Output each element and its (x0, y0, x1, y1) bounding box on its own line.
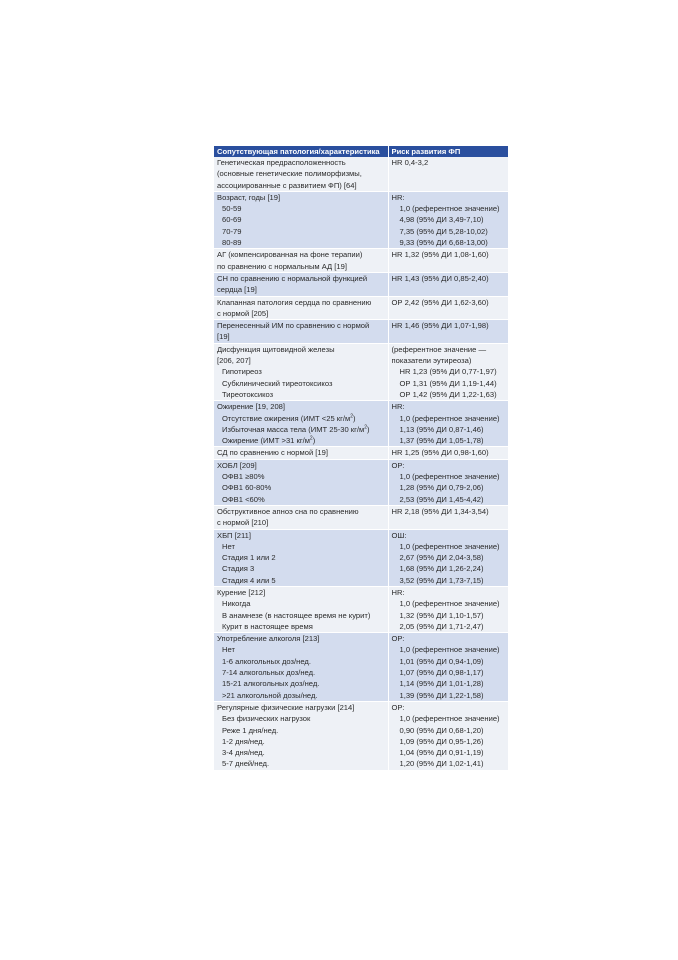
superscript: 2 (364, 424, 368, 431)
line-text: ОФВ1 60-80% (222, 483, 272, 493)
table-row (214, 157, 508, 191)
line-text: >21 алкогольной дозы/нед. (222, 690, 318, 700)
risk-line (392, 424, 506, 435)
line-text: 1,0 (референтное значение) (399, 714, 500, 724)
condition-line (217, 273, 385, 284)
line-text: Стадия 1 или 2 (222, 553, 276, 563)
line-text: 1,04 (95% ДИ 0,91-1,19) (399, 748, 484, 758)
condition-line (217, 621, 385, 632)
line-text: Отсутствие ожирения (ИМТ <25 кг/м (222, 413, 351, 423)
line-text: HR 2,18 (95% ДИ 1,34-3,54) (391, 506, 489, 516)
line-text: показатели эутиреоза) (391, 356, 472, 366)
line-text: Ожирение (ИМТ >31 кг/м (222, 436, 310, 446)
risk-line (392, 678, 506, 689)
risk-line (392, 297, 506, 308)
condition-line (217, 713, 385, 724)
risk-line (392, 575, 506, 586)
table-row (214, 272, 508, 296)
condition-line (217, 435, 385, 446)
condition-cell (214, 249, 388, 273)
condition-line (217, 702, 385, 713)
line-text: Гипотиреоз (222, 367, 262, 377)
line-text: HR 1,43 (95% ДИ 0,85-2,40) (391, 273, 489, 283)
line-text-tail: ) (312, 436, 316, 446)
table-row (214, 296, 508, 320)
line-text: HR 1,46 (95% ДИ 1,07-1,98) (391, 321, 489, 331)
line-text-tail: ) (367, 424, 370, 434)
condition-cell (214, 272, 388, 296)
risk-line (392, 366, 506, 377)
condition-cell (214, 529, 388, 586)
line-text: 1-2 дня/нед. (222, 736, 265, 746)
risk-cell (388, 320, 508, 344)
line-text: [206, 207] (217, 356, 251, 366)
line-text: 1,01 (95% ДИ 0,94-1,09) (399, 656, 484, 666)
header-row (214, 146, 508, 157)
condition-line (217, 331, 385, 342)
line-text: ОР 1,31 (95% ДИ 1,19-1,44) (399, 378, 497, 388)
condition-line (217, 690, 385, 701)
risk-line (392, 598, 506, 609)
line-text: 60-69 (222, 215, 242, 225)
condition-line (217, 530, 385, 541)
condition-cell (214, 320, 388, 344)
risk-line (392, 401, 506, 412)
condition-cell (214, 157, 388, 191)
line-text: 1,0 (референтное значение) (399, 645, 500, 655)
condition-line (217, 552, 385, 563)
risk-line (392, 587, 506, 598)
condition-line (217, 517, 385, 528)
line-text: ХБП [211] (217, 530, 251, 540)
condition-line (217, 575, 385, 586)
line-text: 9,33 (95% ДИ 6,68-13,00) (399, 238, 488, 248)
line-text: 1,37 (95% ДИ 1,05-1,78) (399, 436, 484, 446)
line-text: Регулярные физические нагрузки [214] (217, 702, 355, 712)
line-text: ХОБЛ [209] (217, 460, 257, 470)
condition-line (217, 747, 385, 758)
line-text: 1,68 (95% ДИ 1,26-2,24) (399, 564, 484, 574)
line-text: HR: (391, 587, 405, 597)
table-row (214, 401, 508, 447)
line-text: Возраст, годы [19] (217, 192, 281, 202)
condition-cell (214, 459, 388, 505)
risk-cell (388, 249, 508, 273)
line-text: АГ (компенсированная на фоне терапии) (217, 250, 363, 260)
condition-cell (214, 343, 388, 400)
condition-cell (214, 633, 388, 702)
risk-cell (388, 157, 508, 191)
risk-cell (388, 529, 508, 586)
table-body (214, 157, 508, 770)
condition-line (217, 644, 385, 655)
line-text: Стадия 3 (222, 564, 255, 574)
risk-cell (388, 272, 508, 296)
condition-line (217, 736, 385, 747)
risk-line (392, 494, 506, 505)
line-text: HR 1,25 (95% ДИ 0,98-1,60) (391, 448, 489, 458)
risk-line (392, 747, 506, 758)
table-row (214, 529, 508, 586)
line-text: 1,0 (референтное значение) (399, 599, 500, 609)
condition-line (217, 447, 385, 458)
line-text: СД по сравнению с нормой [19] (217, 448, 328, 458)
condition-line (217, 237, 385, 248)
line-text: ОФВ1 <60% (222, 494, 265, 504)
line-text: 0,90 (95% ДИ 0,68-1,20) (399, 725, 484, 735)
risk-line (392, 482, 506, 493)
risk-line (392, 435, 506, 446)
line-text: 1,0 (референтное значение) (399, 413, 500, 423)
condition-line (217, 192, 385, 203)
line-text: 2,53 (95% ДИ 1,45-4,42) (399, 494, 484, 504)
condition-line (217, 541, 385, 552)
line-text: с нормой [210] (217, 518, 269, 528)
table-row (214, 701, 508, 770)
risk-factors-table (214, 146, 508, 771)
line-text: [19] (217, 332, 230, 342)
line-text: 1,09 (95% ДИ 0,95-1,26) (399, 736, 484, 746)
line-text: 1,0 (референтное значение) (399, 541, 500, 551)
line-text: 50-59 (222, 204, 242, 214)
condition-line (217, 168, 385, 179)
risk-line (392, 506, 506, 517)
line-text: Нет (222, 541, 235, 551)
line-text: 5-7 дней/нед. (222, 759, 270, 769)
table-row (214, 586, 508, 632)
condition-line (217, 471, 385, 482)
line-text: Генетическая предрасположенность (217, 158, 346, 167)
line-text: Употребление алкоголя [213] (217, 634, 320, 644)
risk-cell (388, 505, 508, 529)
line-text: СН по сравнению с нормальной функцией (217, 273, 368, 283)
risk-line (392, 563, 506, 574)
condition-cell (214, 701, 388, 770)
risk-line (392, 249, 506, 260)
risk-line (392, 541, 506, 552)
risk-cell (388, 296, 508, 320)
condition-line (217, 214, 385, 225)
risk-line (392, 460, 506, 471)
line-text: HR 1,23 (95% ДИ 0,77-1,97) (399, 367, 497, 377)
line-text: Реже 1 дня/нед. (222, 725, 279, 735)
risk-line (392, 214, 506, 225)
superscript: 2 (350, 413, 353, 419)
line-text: 70-79 (222, 226, 242, 236)
risk-cell (388, 343, 508, 400)
risk-line (392, 471, 506, 482)
condition-cell (214, 505, 388, 529)
line-text: Обструктивное апноэ сна по сравнению (217, 506, 359, 516)
line-text: 1,39 (95% ДИ 1,22-1,58) (399, 690, 484, 700)
line-text: 1,20 (95% ДИ 1,02-1,41) (399, 759, 484, 769)
risk-line (392, 413, 506, 424)
line-text: ОШ: (391, 530, 407, 540)
risk-line (392, 736, 506, 747)
header-condition: Сопутствующая патология/характеристика (214, 146, 388, 157)
line-text: 15-21 алкогольных доз/нед. (222, 679, 320, 689)
risk-line (392, 320, 506, 331)
line-text: Никогда (222, 599, 251, 609)
risk-line (392, 702, 506, 713)
condition-line (217, 610, 385, 621)
table-row (214, 320, 508, 344)
line-text: 2,67 (95% ДИ 2,04-3,58) (399, 553, 484, 563)
risk-line (392, 157, 506, 168)
line-text: 1-6 алкогольных доз/нед. (222, 656, 311, 666)
line-text: (референтное значение — (391, 344, 487, 354)
condition-line (217, 401, 385, 412)
condition-line (217, 424, 385, 435)
line-text: 1,07 (95% ДИ 0,98-1,17) (399, 668, 484, 678)
condition-line (217, 378, 385, 389)
risk-cell (388, 459, 508, 505)
line-text: (основные генетические полиморфизмы, (217, 169, 362, 179)
line-text: ОР: (391, 702, 405, 712)
table-row (214, 505, 508, 529)
condition-line (217, 308, 385, 319)
line-text: 7-14 алкогольных доз/нед. (222, 668, 316, 678)
condition-line (217, 587, 385, 598)
condition-line (217, 297, 385, 308)
condition-line (217, 261, 385, 272)
table-row (214, 191, 508, 248)
line-text: Тиреотоксикоз (222, 389, 274, 399)
condition-line (217, 413, 385, 424)
condition-line (217, 366, 385, 377)
condition-line (217, 389, 385, 400)
condition-cell (214, 191, 388, 248)
line-text: 3-4 дня/нед. (222, 748, 265, 758)
condition-line (217, 460, 385, 471)
risk-line (392, 610, 506, 621)
line-text-tail: ) (353, 413, 356, 423)
line-text: Субклинический тиреотоксикоз (222, 378, 333, 388)
line-text: HR 1,32 (95% ДИ 1,08-1,60) (391, 250, 489, 260)
line-text: Избыточная масса тела (ИМТ 25-30 кг/м (222, 424, 365, 434)
risk-line (392, 344, 506, 355)
risk-line (392, 378, 506, 389)
condition-line (217, 157, 385, 168)
risk-line (392, 644, 506, 655)
condition-cell (214, 586, 388, 632)
risk-line (392, 758, 506, 769)
condition-line (217, 482, 385, 493)
line-text: Без физических нагрузок (222, 714, 311, 724)
line-text: 80-89 (222, 238, 242, 248)
line-text: ОР 2,42 (95% ДИ 1,62-3,60) (391, 297, 489, 307)
risk-line (392, 203, 506, 214)
line-text: Перенесенный ИМ по сравнению с нормой (217, 321, 370, 331)
superscript: 2 (309, 435, 313, 442)
line-text: 2,05 (95% ДИ 1,71-2,47) (399, 621, 484, 631)
line-text: Курит в настоящее время (222, 621, 313, 631)
condition-line (217, 598, 385, 609)
risk-line (392, 355, 506, 366)
line-text: по сравнению с нормальным АД [19] (217, 261, 347, 271)
line-text: 1,14 (95% ДИ 1,01-1,28) (399, 679, 484, 689)
risk-line (392, 667, 506, 678)
line-text: ОФВ1 ≥80% (222, 472, 265, 482)
condition-line (217, 203, 385, 214)
risk-cell (388, 401, 508, 447)
line-text: 7,35 (95% ДИ 5,28-10,02) (399, 226, 488, 236)
condition-cell (214, 401, 388, 447)
risk-line (392, 273, 506, 284)
line-text: 1,0 (референтное значение) (399, 472, 500, 482)
risk-line (392, 192, 506, 203)
line-text: Нет (222, 645, 235, 655)
condition-line (217, 633, 385, 644)
condition-line (217, 355, 385, 366)
line-text: ОР: (391, 460, 405, 470)
line-text: ассоциированные с развитием ФП) [64] (217, 180, 357, 190)
line-text: Дисфункция щитовидной железы (217, 344, 335, 354)
table-row (214, 447, 508, 459)
line-text: ОР 1,42 (95% ДИ 1,22-1,63) (399, 389, 497, 399)
condition-line (217, 284, 385, 295)
risk-line (392, 552, 506, 563)
line-text: Клапанная патология сердца по сравнению (217, 297, 372, 307)
line-text: с нормой [205] (217, 308, 269, 318)
line-text: 3,52 (95% ДИ 1,73-7,15) (399, 575, 484, 585)
table-row (214, 459, 508, 505)
line-text: Ожирение [19, 208] (217, 402, 285, 412)
table-row (214, 249, 508, 273)
table-row (214, 343, 508, 400)
risk-cell (388, 447, 508, 459)
condition-line (217, 563, 385, 574)
line-text: Стадия 4 или 5 (222, 575, 276, 585)
condition-cell (214, 296, 388, 320)
condition-line (217, 344, 385, 355)
condition-line (217, 320, 385, 331)
risk-line (392, 226, 506, 237)
line-text: сердца [19] (217, 285, 257, 295)
condition-line (217, 725, 385, 736)
condition-line (217, 249, 385, 260)
line-text: HR: (391, 192, 405, 202)
condition-line (217, 506, 385, 517)
condition-line (217, 678, 385, 689)
condition-line (217, 494, 385, 505)
table-header (214, 146, 508, 157)
risk-cell (388, 633, 508, 702)
condition-line (217, 656, 385, 667)
line-text: 1,0 (референтное значение) (399, 204, 500, 214)
risk-line (392, 389, 506, 400)
line-text: 1,32 (95% ДИ 1,10-1,57) (399, 610, 484, 620)
line-text: HR: (391, 402, 405, 412)
risk-line (392, 237, 506, 248)
line-text: В анамнезе (в настоящее время не курит) (222, 610, 371, 620)
risk-line (392, 530, 506, 541)
line-text: HR 0,4-3,2 (391, 158, 429, 167)
line-text: 4,98 (95% ДИ 3,49-7,10) (399, 215, 484, 225)
risk-cell (388, 586, 508, 632)
risk-cell (388, 191, 508, 248)
header-risk: Риск развития ФП (388, 146, 508, 157)
table-row (214, 633, 508, 702)
risk-line (392, 713, 506, 724)
condition-line (217, 180, 385, 191)
risk-line (392, 725, 506, 736)
risk-line (392, 690, 506, 701)
risk-line (392, 447, 506, 458)
line-text: 1,13 (95% ДИ 0,87-1,46) (399, 424, 484, 434)
line-text: Курение [212] (217, 587, 266, 597)
risk-line (392, 621, 506, 632)
condition-cell (214, 447, 388, 459)
line-text: 1,28 (95% ДИ 0,79-2,06) (399, 483, 484, 493)
risk-line (392, 633, 506, 644)
risk-line (392, 656, 506, 667)
condition-line (217, 758, 385, 769)
condition-line (217, 667, 385, 678)
condition-line (217, 226, 385, 237)
risk-cell (388, 701, 508, 770)
line-text: ОР: (391, 634, 405, 644)
